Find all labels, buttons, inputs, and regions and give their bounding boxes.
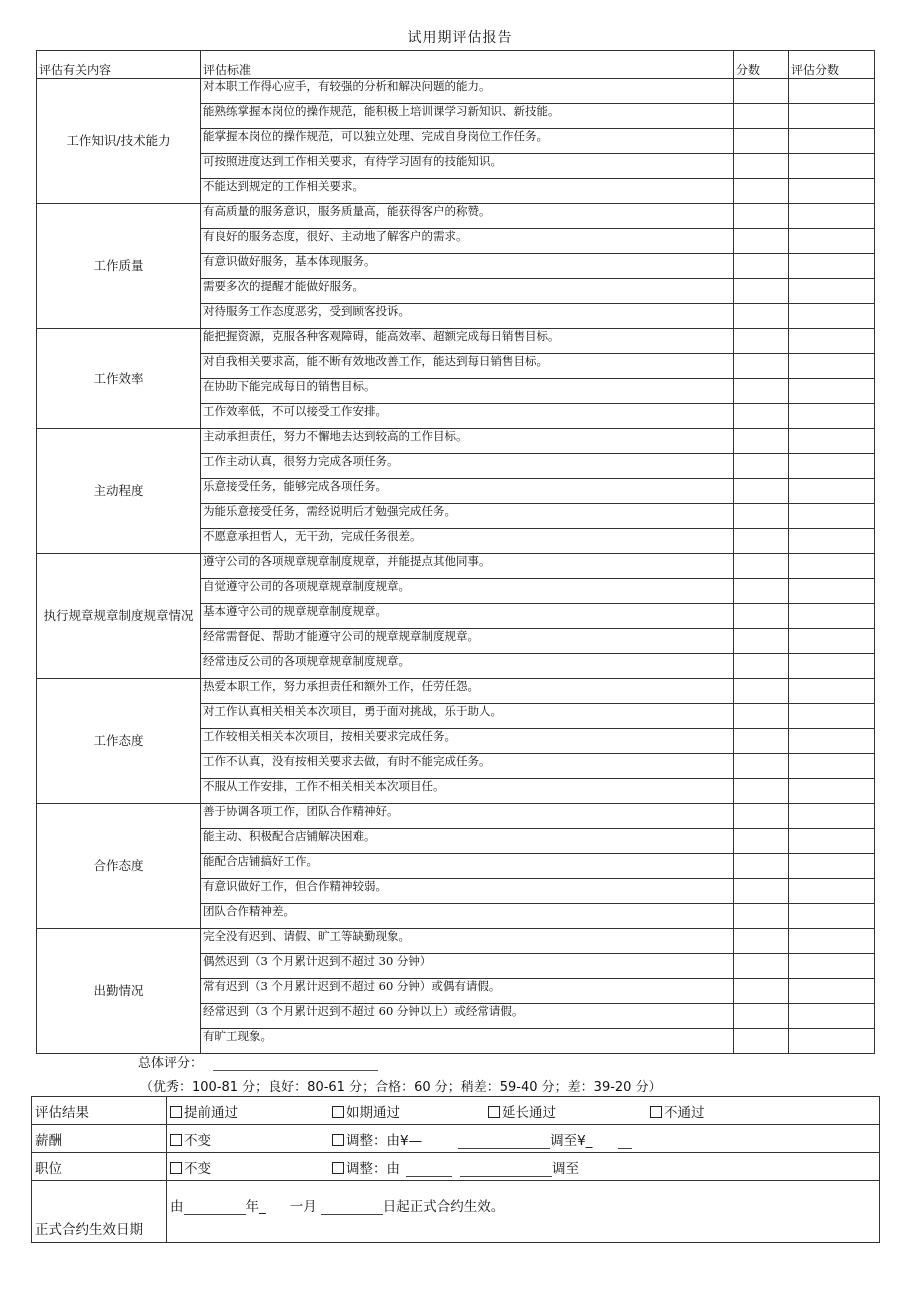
salary-to-label: 调至¥_ — [550, 1132, 593, 1149]
eval-score-cell[interactable] — [789, 154, 875, 179]
criteria-text: 不服从工作安排，工作不相关相关本次项目任。 — [201, 779, 734, 804]
score-cell[interactable] — [734, 104, 789, 129]
eval-score-cell[interactable] — [789, 254, 875, 279]
result-row-salary — [32, 1125, 880, 1153]
score-cell[interactable] — [734, 879, 789, 904]
score-cell[interactable] — [734, 254, 789, 279]
criteria-text: 有高质量的服务意识，服务质量高，能获得客户的称赞。 — [201, 204, 734, 229]
table-header-row — [37, 51, 875, 79]
position-to-field[interactable] — [460, 1163, 552, 1177]
score-cell[interactable] — [734, 904, 789, 929]
eval-score-cell[interactable] — [789, 379, 875, 404]
criteria-text: 工作主动认真，很努力完成各项任务。 — [201, 454, 734, 479]
eval-score-cell[interactable] — [789, 779, 875, 804]
criteria-text: 工作效率低，不可以接受工作安排。 — [201, 404, 734, 429]
checkbox-icon[interactable] — [170, 1134, 182, 1146]
option-early-pass[interactable] — [170, 1101, 332, 1121]
header-criteria: 评估标准 — [201, 51, 734, 79]
eval-score-cell[interactable] — [789, 954, 875, 979]
score-cell[interactable] — [734, 979, 789, 1004]
eval-score-cell[interactable] — [789, 829, 875, 854]
option-label: 延长通过 — [502, 1104, 556, 1121]
criteria-row — [37, 804, 875, 829]
report-title: 试用期评估报告 — [407, 30, 513, 46]
score-cell[interactable] — [734, 179, 789, 204]
score-cell[interactable] — [734, 579, 789, 604]
criteria-text: 需要多次的提醒才能做好服务。 — [201, 279, 734, 304]
criteria-row — [37, 679, 875, 704]
criteria-text: 对工作认真相关相关本次项目，勇于面对挑战，乐于助人。 — [201, 704, 734, 729]
position-label: 职位 — [32, 1153, 167, 1181]
score-cell[interactable] — [734, 479, 789, 504]
header-score: 分数 — [734, 51, 789, 79]
category-cell: 主动程度 — [37, 429, 201, 554]
score-cell[interactable] — [734, 604, 789, 629]
category-cell: 工作态度 — [37, 679, 201, 804]
score-cell[interactable] — [734, 354, 789, 379]
criteria-row — [37, 204, 875, 229]
checkbox-icon[interactable] — [650, 1106, 662, 1118]
criteria-text: 工作不认真，没有按相关要求去做，有时不能完成任务。 — [201, 754, 734, 779]
criteria-text: 能掌握本岗位的操作规范，可以独立处理、完成自身岗位工作任务。 — [201, 129, 734, 154]
eval-score-cell[interactable] — [789, 354, 875, 379]
score-cell[interactable] — [734, 779, 789, 804]
score-cell[interactable] — [734, 704, 789, 729]
score-cell[interactable] — [734, 854, 789, 879]
criteria-text: 有良好的服务态度，很好、主动地了解客户的需求。 — [201, 229, 734, 254]
option-label: 不通过 — [664, 1104, 705, 1121]
eval-score-cell[interactable] — [789, 654, 875, 679]
criteria-text: 在协助下能完成每日的销售目标。 — [201, 379, 734, 404]
criteria-text: 工作较相关相关本次项目，按相关要求完成任务。 — [201, 729, 734, 754]
criteria-text: 有意识做好服务，基本体现服务。 — [201, 254, 734, 279]
eval-score-cell[interactable] — [789, 754, 875, 779]
eval-score-cell[interactable] — [789, 579, 875, 604]
category-cell: 工作知识/技术能力 — [37, 79, 201, 204]
eval-score-cell[interactable] — [789, 179, 875, 204]
eval-score-cell[interactable] — [789, 904, 875, 929]
criteria-text: 经常迟到（3 个月累计迟到不超过 60 分钟以上）或经常请假。 — [201, 1004, 734, 1029]
contract-year-field[interactable] — [184, 1201, 246, 1215]
score-cell[interactable] — [734, 429, 789, 454]
option-label: 不变 — [184, 1132, 211, 1149]
criteria-text: 乐意接受任务，能够完成各项任务。 — [201, 479, 734, 504]
score-cell[interactable] — [734, 454, 789, 479]
category-cell: 工作效率 — [37, 329, 201, 429]
checkbox-icon[interactable] — [332, 1134, 344, 1146]
eval-score-cell[interactable] — [789, 604, 875, 629]
score-cell[interactable] — [734, 929, 789, 954]
result-row-eval — [32, 1097, 880, 1125]
criteria-text: 为能乐意接受任务，需经说明后才勉强完成任务。 — [201, 504, 734, 529]
criteria-text: 对待服务工作态度恶劣，受到顾客投诉。 — [201, 304, 734, 329]
contract-year-label: 年_ — [245, 1199, 266, 1215]
criteria-text: 不愿意承担哲人，无干劲，完成任务很差。 — [201, 529, 734, 554]
score-cell[interactable] — [734, 79, 789, 104]
criteria-text: 可按照进度达到工作相关要求，有待学习固有的技能知识。 — [201, 154, 734, 179]
criteria-text: 团队合作精神差。 — [201, 904, 734, 929]
score-cell[interactable] — [734, 629, 789, 654]
criteria-row — [37, 79, 875, 104]
score-cell[interactable] — [734, 154, 789, 179]
eval-score-cell[interactable] — [789, 104, 875, 129]
eval-score-cell[interactable] — [789, 454, 875, 479]
criteria-text: 常有迟到（3 个月累计迟到不超过 60 分钟）或偶有请假。 — [201, 979, 734, 1004]
position-unchanged-option[interactable] — [170, 1157, 332, 1177]
eval-score-cell[interactable] — [789, 679, 875, 704]
category-cell: 出勤情况 — [37, 929, 201, 1054]
score-cell[interactable] — [734, 804, 789, 829]
eval-result-options — [167, 1097, 880, 1125]
position-to-label: 调至 — [552, 1160, 579, 1177]
criteria-text: 基本遵守公司的规章规章制度规章。 — [201, 604, 734, 629]
criteria-text: 完全没有迟到、请假、旷工等缺勤现象。 — [201, 929, 734, 954]
eval-score-cell[interactable] — [789, 1029, 875, 1054]
criteria-row — [37, 329, 875, 354]
criteria-row — [37, 554, 875, 579]
score-cell[interactable] — [734, 529, 789, 554]
criteria-text: 遵守公司的各项规章规章制度规章，并能提点其他同事。 — [201, 554, 734, 579]
eval-score-cell[interactable] — [789, 804, 875, 829]
score-cell[interactable] — [734, 129, 789, 154]
score-cell[interactable] — [734, 654, 789, 679]
total-score-field[interactable] — [213, 1056, 378, 1071]
option-extended-pass[interactable] — [488, 1101, 650, 1121]
eval-score-cell[interactable] — [789, 1004, 875, 1029]
contract-from-label: 由 — [170, 1199, 184, 1215]
position-from-field[interactable] — [406, 1163, 452, 1177]
option-label: 调整：由 — [346, 1160, 400, 1177]
score-cell[interactable] — [734, 729, 789, 754]
eval-score-cell[interactable] — [789, 479, 875, 504]
eval-score-cell[interactable] — [789, 879, 875, 904]
contract-day-label: 日起正式合约生效。 — [382, 1199, 505, 1215]
total-score — [138, 1052, 378, 1071]
score-cell[interactable] — [734, 229, 789, 254]
salary-options — [167, 1125, 880, 1153]
criteria-text: 能熟练掌握本岗位的操作规范，能积极上培训课学习新知识、新技能。 — [201, 104, 734, 129]
salary-label: 薪酬 — [32, 1125, 167, 1153]
eval-score-cell[interactable] — [789, 854, 875, 879]
criteria-text: 经常违反公司的各项规章规章制度规章。 — [201, 654, 734, 679]
criteria-text: 有意识做好工作，但合作精神较弱。 — [201, 879, 734, 904]
eval-score-cell[interactable] — [789, 204, 875, 229]
category-cell: 执行规章规章制度规章情况 — [37, 554, 201, 679]
header-category: 评估有关内容 — [37, 51, 201, 79]
checkbox-icon[interactable] — [170, 1106, 182, 1118]
score-cell[interactable] — [734, 379, 789, 404]
score-cell[interactable] — [734, 329, 789, 354]
position-adjust-option[interactable] — [332, 1157, 400, 1177]
score-cell[interactable] — [734, 679, 789, 704]
salary-to-field[interactable] — [618, 1135, 632, 1149]
evaluation-table — [36, 50, 875, 1054]
score-cell[interactable] — [734, 1004, 789, 1029]
score-cell[interactable] — [734, 1029, 789, 1054]
salary-adjust-option[interactable] — [332, 1129, 422, 1149]
checkbox-icon[interactable] — [488, 1106, 500, 1118]
score-cell[interactable] — [734, 554, 789, 579]
eval-score-cell[interactable] — [789, 404, 875, 429]
criteria-text: 对自我相关要求高，能不断有效地改善工作，能达到每日销售目标。 — [201, 354, 734, 379]
criteria-text: 能配合店铺搞好工作。 — [201, 854, 734, 879]
criteria-row — [37, 929, 875, 954]
score-cell[interactable] — [734, 204, 789, 229]
checkbox-icon[interactable] — [332, 1162, 344, 1174]
criteria-text: 对本职工作得心应手，有较强的分析和解决问题的能力。 — [201, 79, 734, 104]
score-cell[interactable] — [734, 954, 789, 979]
criteria-text: 有旷工现象。 — [201, 1029, 734, 1054]
criteria-text: 偶然迟到（3 个月累计迟到不超过 30 分钟） — [201, 954, 734, 979]
criteria-text: 能主动、积极配合店铺解决困难。 — [201, 829, 734, 854]
criteria-text: 善于协调各项工作，团队合作精神好。 — [201, 804, 734, 829]
checkbox-icon[interactable] — [332, 1106, 344, 1118]
contract-date-value — [167, 1181, 880, 1243]
category-cell: 工作质量 — [37, 204, 201, 329]
option-label: 提前通过 — [184, 1104, 238, 1121]
option-label: 如期通过 — [346, 1104, 400, 1121]
eval-score-cell[interactable] — [789, 329, 875, 354]
score-cell[interactable] — [734, 404, 789, 429]
criteria-row — [37, 429, 875, 454]
eval-score-cell[interactable] — [789, 729, 875, 754]
eval-score-cell[interactable] — [789, 529, 875, 554]
eval-score-cell[interactable] — [789, 979, 875, 1004]
criteria-text: 不能达到规定的工作相关要求。 — [201, 179, 734, 204]
option-label: 不变 — [184, 1160, 211, 1177]
eval-score-cell[interactable] — [789, 129, 875, 154]
eval-score-cell[interactable] — [789, 304, 875, 329]
contract-date-label: 正式合约生效日期 — [32, 1181, 167, 1243]
criteria-text: 经常需督促、帮助才能遵守公司的规章规章制度规章。 — [201, 629, 734, 654]
eval-score-cell[interactable] — [789, 429, 875, 454]
salary-from-field[interactable] — [458, 1135, 550, 1149]
score-cell[interactable] — [734, 829, 789, 854]
eval-score-cell[interactable] — [789, 629, 875, 654]
position-options — [167, 1153, 880, 1181]
salary-unchanged-option[interactable] — [170, 1129, 332, 1149]
score-cell[interactable] — [734, 754, 789, 779]
eval-score-cell[interactable] — [789, 229, 875, 254]
criteria-text: 主动承担责任，努力不懈地去达到较高的工作目标。 — [201, 429, 734, 454]
eval-score-cell[interactable] — [789, 504, 875, 529]
criteria-text: 能把握资源，克服各种客观障碍，能高效率、超额完成每日销售目标。 — [201, 329, 734, 354]
option-fail[interactable] — [650, 1101, 705, 1121]
result-row-contract — [32, 1181, 880, 1243]
eval-score-cell[interactable] — [789, 554, 875, 579]
score-scale: （优秀：100-81 分；良好：80-61 分；合格：60 分；稍差：59-40 分；差：39-20 分） — [140, 1080, 662, 1095]
eval-score-cell[interactable] — [789, 929, 875, 954]
option-on-time-pass[interactable] — [332, 1101, 488, 1121]
contract-month-label: 一月 — [289, 1199, 317, 1215]
eval-score-cell[interactable] — [789, 79, 875, 104]
score-cell[interactable] — [734, 504, 789, 529]
score-cell[interactable] — [734, 279, 789, 304]
result-row-position — [32, 1153, 880, 1181]
option-label: 调整：由¥— — [346, 1132, 423, 1149]
total-score-label: 总体评分： — [138, 1056, 204, 1071]
contract-day-field[interactable] — [321, 1201, 383, 1215]
category-cell: 合作态度 — [37, 804, 201, 929]
eval-result-label: 评估结果 — [32, 1097, 167, 1125]
score-cell[interactable] — [734, 304, 789, 329]
header-eval-score: 评估分数 — [789, 51, 875, 79]
criteria-text: 热爱本职工作，努力承担责任和额外工作，任劳任怨。 — [201, 679, 734, 704]
result-table — [31, 1096, 880, 1243]
criteria-text: 自觉遵守公司的各项规章规章制度规章。 — [201, 579, 734, 604]
checkbox-icon[interactable] — [170, 1162, 182, 1174]
eval-score-cell[interactable] — [789, 704, 875, 729]
eval-score-cell[interactable] — [789, 279, 875, 304]
